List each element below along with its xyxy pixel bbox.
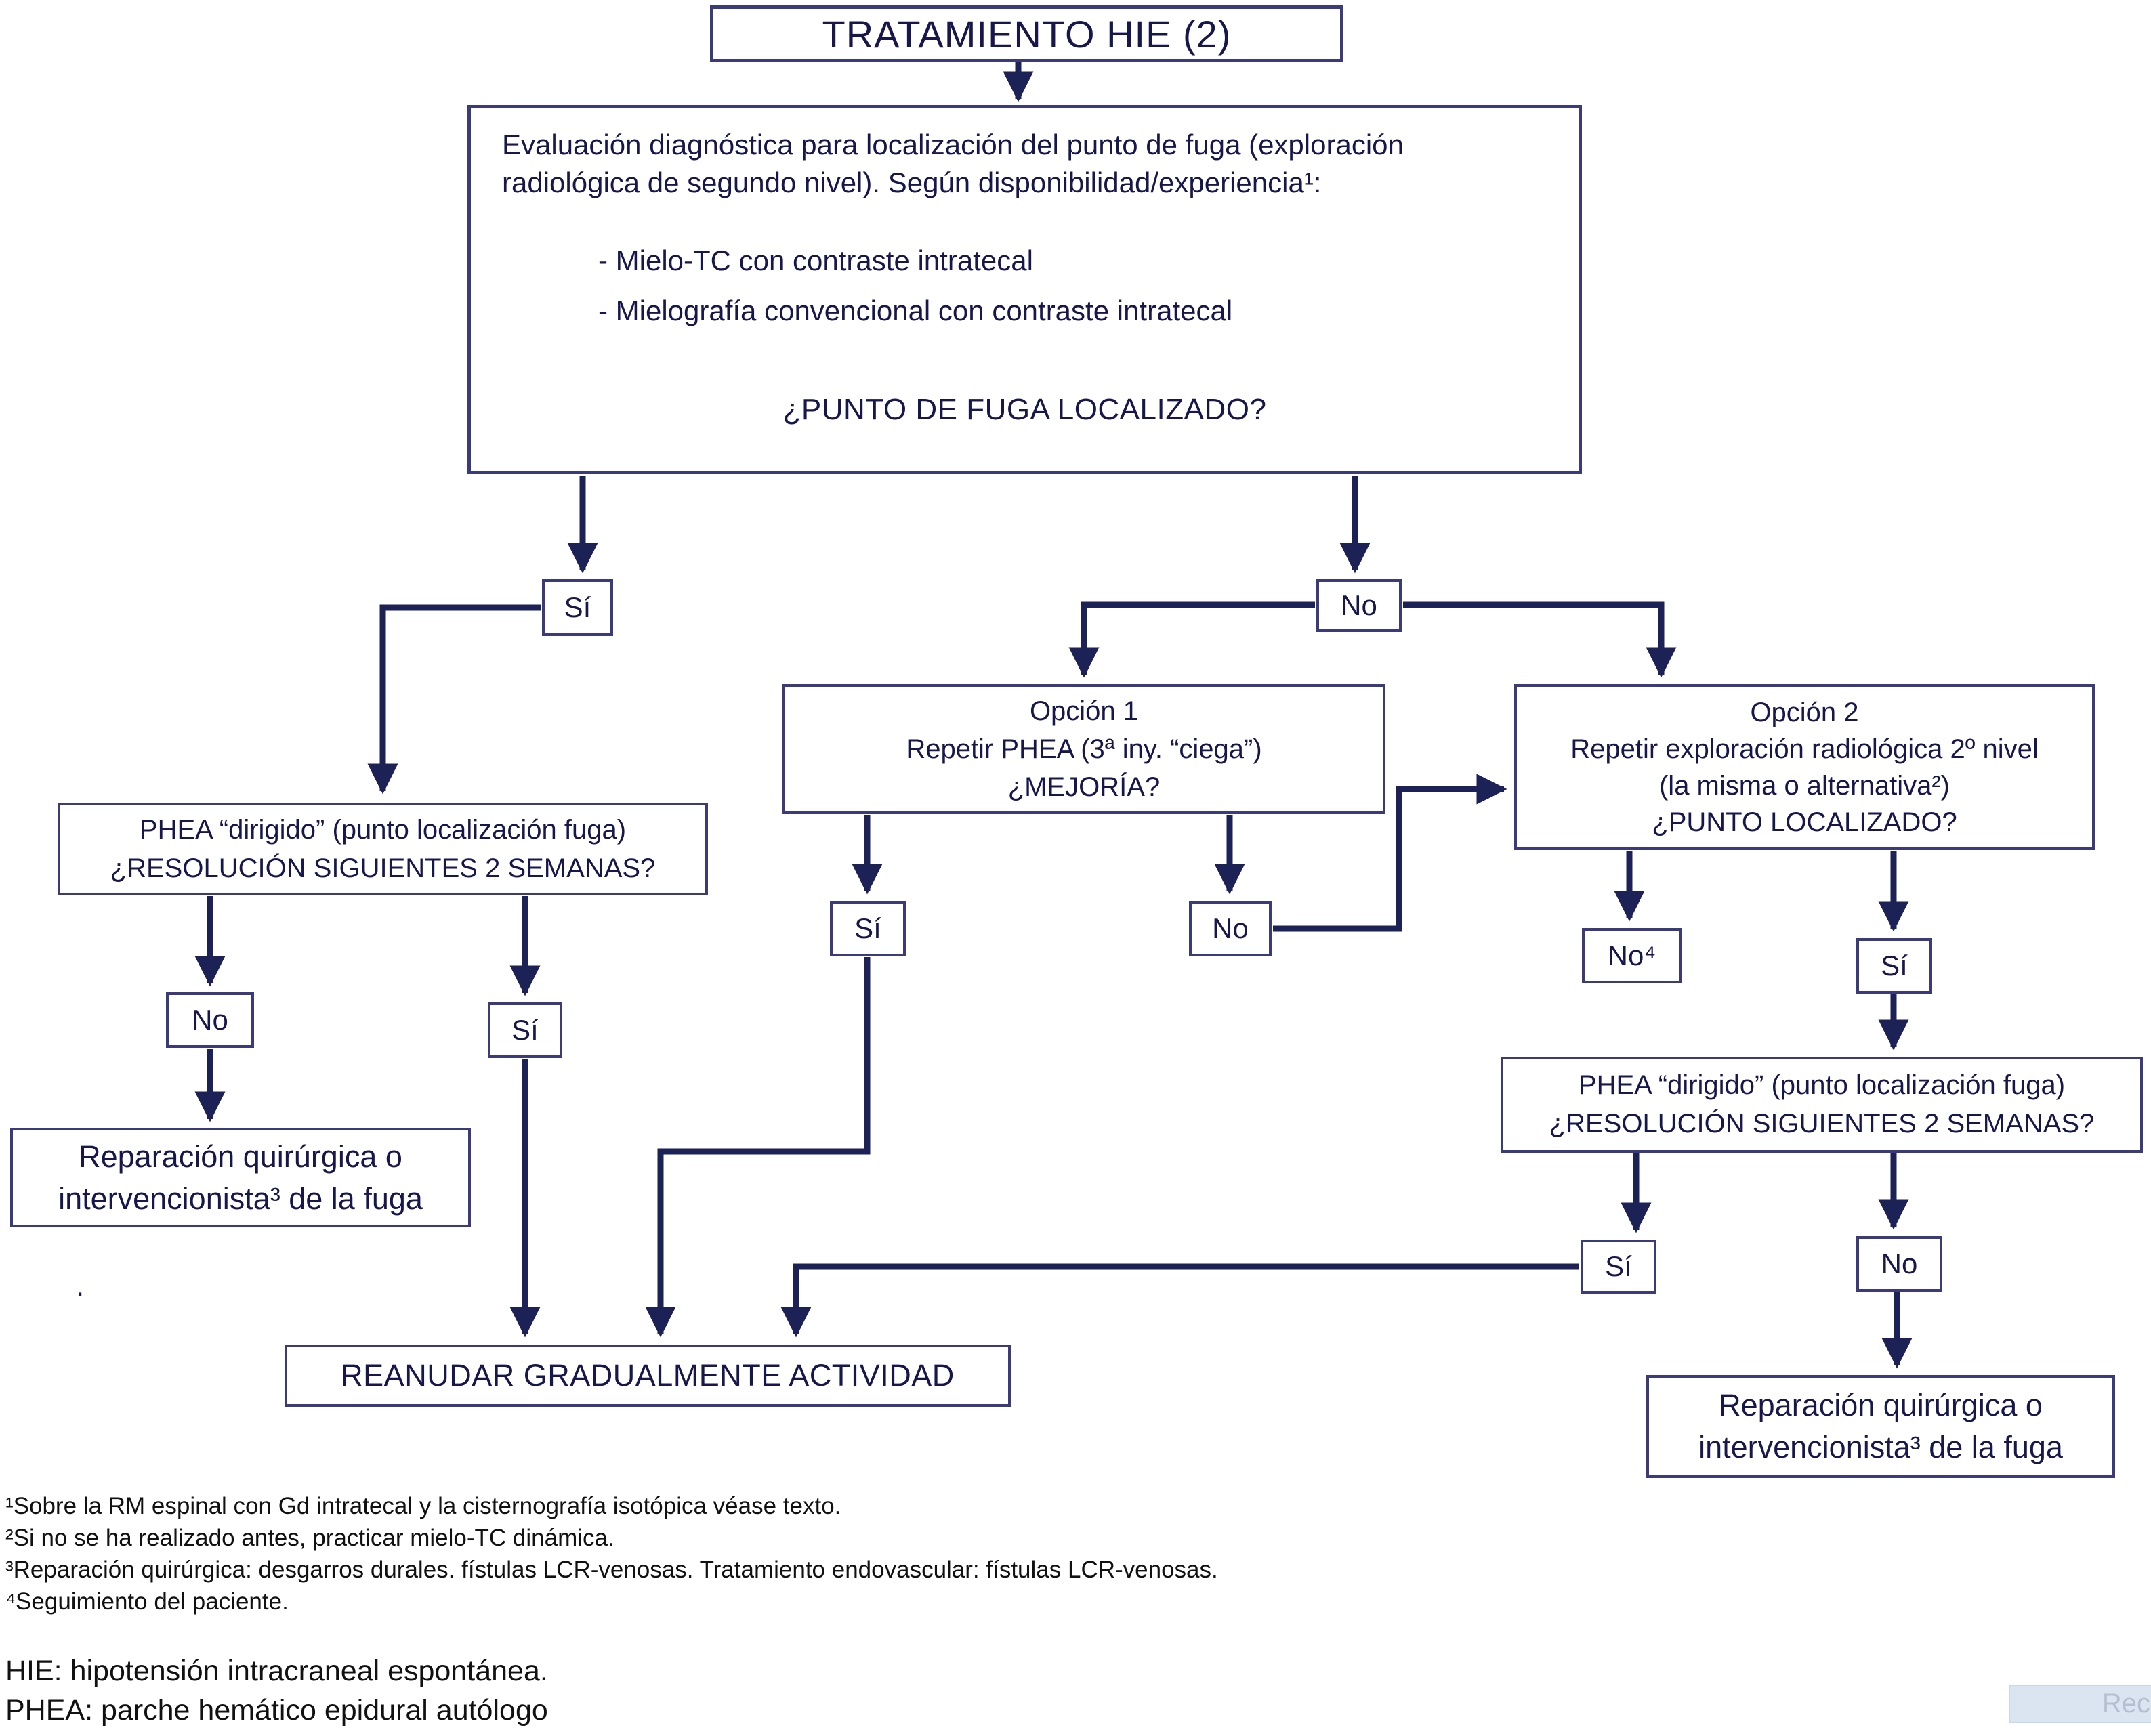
no-label: No bbox=[1881, 1248, 1918, 1279]
arrow-si-right-to-resume bbox=[796, 1267, 1579, 1334]
label-no-punto-localizado bbox=[1316, 579, 1402, 632]
footnote-3: ³Reparación quirúrgica: desgarros durales. fístulas LCR-venosas. Tratamiento endovascular: fístulas LCR-venosas. bbox=[5, 1557, 1218, 1583]
title-box bbox=[710, 5, 1343, 62]
label-si-punto-localizado-2 bbox=[1856, 938, 1932, 994]
phea-dirigido-box-left bbox=[58, 803, 708, 895]
option2-line2: (la misma o alternativa²) bbox=[1658, 770, 1950, 801]
si-label: Sí bbox=[511, 1014, 539, 1046]
option2-question: ¿PUNTO LOCALIZADO? bbox=[1652, 807, 1957, 837]
label-no-resolucion-right bbox=[1856, 1236, 1942, 1292]
repair-left-line2: intervencionista³ de la fuga bbox=[58, 1181, 423, 1216]
si-label: Sí bbox=[564, 591, 591, 623]
option2-title: Opción 2 bbox=[1750, 697, 1859, 727]
phea-left-line2: ¿RESOLUCIÓN SIGUIENTES 2 SEMANAS? bbox=[110, 853, 656, 883]
label-si-punto-localizado bbox=[542, 579, 613, 636]
si-label: Sí bbox=[854, 912, 881, 944]
label-si-resolucion-left bbox=[488, 1002, 562, 1058]
option1-question: ¿MEJORÍA? bbox=[1007, 772, 1161, 802]
label-no-resolucion-left bbox=[166, 992, 254, 1048]
evaluation-text-line2: radiológica de segundo nivel). Según disponibilidad/experiencia¹: bbox=[502, 167, 1322, 198]
evaluation-option-mielo-tc: - Mielo-TC con contraste intratecal bbox=[598, 245, 1033, 276]
no-label: No bbox=[192, 1004, 228, 1036]
recortar-button[interactable] bbox=[2009, 1685, 2151, 1723]
option2-line1: Repetir exploración radiológica 2º nivel bbox=[1570, 734, 2039, 764]
abbreviations bbox=[5, 1651, 548, 1730]
resume-activity-label: REANUDAR GRADUALMENTE ACTIVIDAD bbox=[341, 1358, 955, 1393]
si-label: Sí bbox=[1605, 1250, 1632, 1282]
repair-right-line2: intervencionista³ de la fuga bbox=[1698, 1430, 2063, 1464]
si-label: Sí bbox=[1881, 950, 1908, 981]
label-si-mejoria bbox=[830, 901, 906, 956]
repair-box-right bbox=[1646, 1375, 2115, 1478]
evaluation-box bbox=[467, 105, 1582, 474]
evaluation-question: ¿PUNTO DE FUGA LOCALIZADO? bbox=[782, 393, 1267, 426]
resume-activity-box bbox=[285, 1345, 1011, 1407]
repair-left-line1: Reparación quirúrgica o bbox=[79, 1139, 402, 1174]
footnote-1: ¹Sobre la RM espinal con Gd intratecal y la cisternografía isotópica véase texto. bbox=[5, 1493, 841, 1519]
no4-label: No⁴ bbox=[1607, 939, 1656, 971]
option1-box bbox=[782, 684, 1385, 814]
option1-line1: Repetir PHEA (3ª iny. “ciega”) bbox=[906, 734, 1262, 764]
abbreviation-phea: PHEA: parche hemático epidural autólogo bbox=[5, 1694, 548, 1727]
phea-right-line2: ¿RESOLUCIÓN SIGUIENTES 2 SEMANAS? bbox=[1549, 1109, 2095, 1139]
label-no-punto-localizado-2 bbox=[1582, 928, 1682, 983]
diagram-title: TRATAMIENTO HIE (2) bbox=[822, 12, 1232, 56]
phea-left-line1: PHEA “dirigido” (punto localización fuga) bbox=[139, 814, 627, 845]
no-label: No bbox=[1341, 589, 1377, 621]
arrow-no-to-option2 bbox=[1403, 605, 1661, 675]
phea-dirigido-box-right bbox=[1501, 1057, 2143, 1153]
repair-right-line1: Reparación quirúrgica o bbox=[1719, 1388, 2043, 1422]
arrow-si-option1-to-resume bbox=[661, 957, 867, 1334]
option1-title: Opción 1 bbox=[1029, 696, 1139, 726]
recortar-button-label: Rec bbox=[2102, 1689, 2150, 1718]
evaluation-option-mielografia: - Mielografía convencional con contraste intratecal bbox=[598, 295, 1233, 326]
label-si-resolucion-right bbox=[1581, 1240, 1656, 1294]
footnote-2: ²Si no se ha realizado antes, practicar mielo-TC dinámica. bbox=[5, 1525, 614, 1551]
stray-period: . bbox=[76, 1269, 85, 1303]
arrow-si-to-phea-left bbox=[383, 608, 541, 791]
option2-box bbox=[1514, 684, 2095, 850]
footnotes bbox=[5, 1490, 1218, 1617]
arrow-no-to-option1 bbox=[1084, 605, 1315, 675]
footnote-4: ⁴Seguimiento del paciente. bbox=[5, 1588, 289, 1615]
abbreviation-hie: HIE: hipotensión intracraneal espontánea. bbox=[5, 1655, 548, 1687]
label-no-mejoria bbox=[1189, 901, 1272, 956]
no-label: No bbox=[1212, 912, 1249, 944]
phea-right-line1: PHEA “dirigido” (punto localización fuga) bbox=[1578, 1070, 2066, 1100]
repair-box-left bbox=[10, 1128, 471, 1227]
evaluation-text-line1: Evaluación diagnóstica para localización del punto de fuga (exploración bbox=[502, 129, 1404, 161]
